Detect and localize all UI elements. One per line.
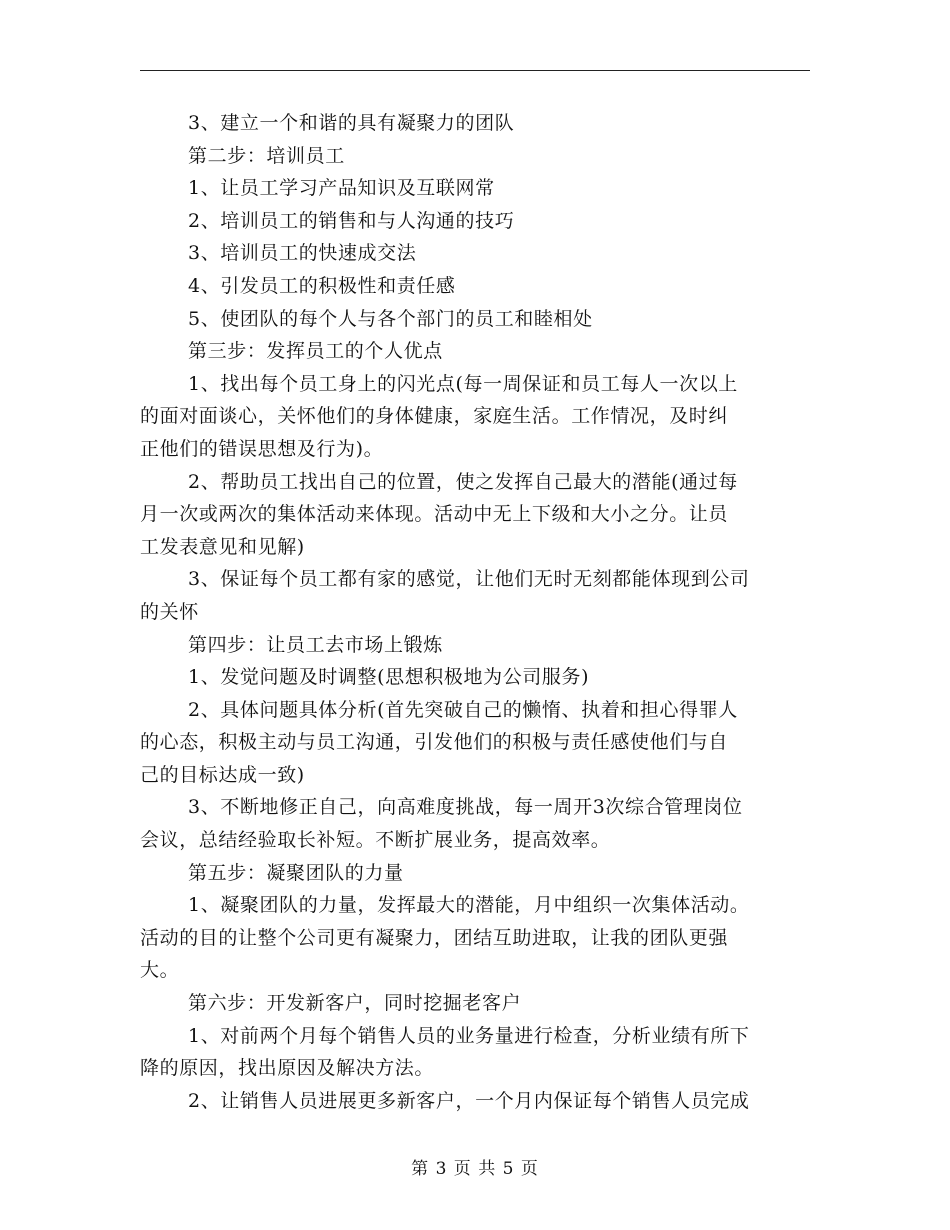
text-line: 月一次或两次的集体活动来体现。活动中无上下级和大小之分。让员 bbox=[140, 503, 729, 526]
text-line: 的面对面谈心，关怀他们的身体健康，家庭生活。工作情况，及时纠 bbox=[140, 405, 729, 428]
text-line: 的关怀 bbox=[140, 600, 199, 623]
text-line: 降的原因，找出原因及解决方法。 bbox=[140, 1057, 435, 1080]
text-line: 的心态，积极主动与员工沟通，引发他们的积极与责任感使他们与自 bbox=[140, 731, 729, 754]
text-line: 2、让销售人员进展更多新客户，一个月内保证每个销售人员完成 bbox=[188, 1089, 750, 1112]
text-line: 2、具体问题具体分析(首先突破自己的懒惰、执着和担心得罪人 bbox=[188, 698, 738, 721]
text-line: 3、保证每个员工都有家的感觉，让他们无时无刻都能体现到公司 bbox=[188, 568, 750, 591]
document-body bbox=[140, 107, 810, 1117]
text-line: 工发表意见和见解) bbox=[140, 535, 305, 558]
text-line: 第四步：让员工去市场上锻炼 bbox=[188, 633, 443, 656]
text-line: 第三步：发挥员工的个人优点 bbox=[188, 340, 443, 363]
text-line: 3、不断地修正自己，向高难度挑战，每一周开3次综合管理岗位 bbox=[188, 796, 743, 819]
text-line: 己的目标达成一致) bbox=[140, 763, 305, 786]
text-line: 2、帮助员工找出自己的位置，使之发挥自己最大的潜能(通过每 bbox=[188, 470, 738, 493]
header-rule bbox=[140, 70, 810, 71]
text-line: 第二步：培训员工 bbox=[188, 144, 345, 167]
text-line: 1、凝聚团队的力量，发挥最大的潜能，月中组织一次集体活动。 bbox=[188, 894, 750, 917]
text-line: 1、对前两个月每个销售人员的业务量进行检查，分析业绩有所下 bbox=[188, 1024, 750, 1047]
text-line: 第五步：凝聚团队的力量 bbox=[188, 861, 404, 884]
text-line: 4、引发员工的积极性和责任感 bbox=[188, 274, 456, 297]
text-line: 5、使团队的每个人与各个部门的员工和睦相处 bbox=[188, 307, 593, 330]
text-line: 大。 bbox=[140, 959, 180, 982]
text-line: 活动的目的让整个公司更有凝聚力，团结互助进取，让我的团队更强 bbox=[140, 926, 729, 949]
text-line: 1、让员工学习产品知识及互联网常 bbox=[188, 177, 495, 200]
text-line: 1、发觉问题及时调整(思想积极地为公司服务) bbox=[188, 666, 590, 689]
text-line: 1、找出每个员工身上的闪光点(每一周保证和员工每人一次以上 bbox=[188, 372, 738, 395]
text-line: 正他们的错误思想及行为)。 bbox=[140, 437, 384, 460]
text-line: 3、培训员工的快速成交法 bbox=[188, 242, 417, 265]
text-line: 3、建立一个和谐的具有凝聚力的团队 bbox=[188, 112, 515, 134]
text-line: 2、培训员工的销售和与人沟通的技巧 bbox=[188, 209, 515, 232]
text-line: 第六步：开发新客户，同时挖掘老客户 bbox=[188, 992, 522, 1015]
text-line: 会议，总结经验取长补短。不断扩展业务，提高效率。 bbox=[140, 829, 611, 852]
page-footer: 第 3 页 共 5 页 bbox=[411, 1159, 539, 1179]
